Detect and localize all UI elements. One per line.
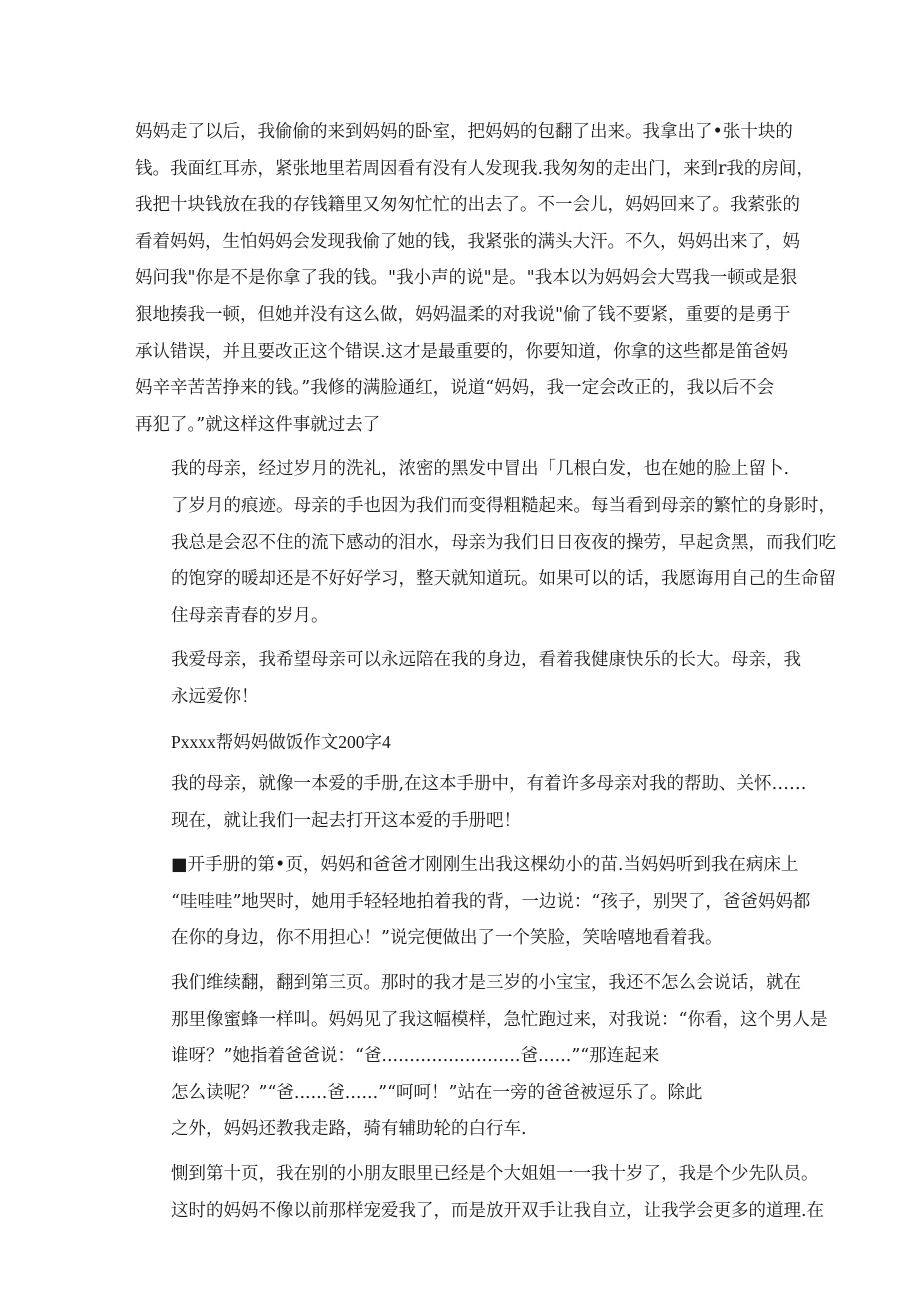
text-line: 的饱穿的暖却还是不好好学习，整天就知道玩。如果可以的话，我愿诲用自己的生命留 bbox=[171, 569, 836, 590]
paragraph-p3 bbox=[135, 642, 810, 715]
text-line: 了岁月的痕迹。母亲的手也因为我们而变得粗糙起来。每当看到母亲的繁忙的身影时， bbox=[171, 495, 836, 516]
text-line: 之外，妈妈还教我走路，骑有辅助轮的白行车. bbox=[171, 1119, 527, 1140]
text-line: 我的母亲，就像一本爱的手册,在这本手册中，有着许多母亲对我的帮助、关怀…… bbox=[171, 774, 807, 795]
text-line: 我总是会忍不住的流下感动的泪水，母亲为我们日日夜夜的操劳，早起贪黑，而我们吃 bbox=[171, 532, 836, 553]
text-line: 惻到第十页，我在别的小朋友眼里已经是个大姐姐一一我十岁了，我是个少先队员。 bbox=[171, 1164, 819, 1185]
paragraph-p1 bbox=[135, 114, 814, 443]
paragraph-p4 bbox=[135, 766, 810, 839]
text-line: 我爱母亲，我希望母亲可以永远陪在我的身边，看着我健康快乐的长大。母亲，我 bbox=[171, 650, 801, 671]
text-line: 我们维续翻，翻到第三页。那时的我才是三岁的小宝宝，我还不怎么会说话，就在 bbox=[171, 973, 801, 994]
text-line: 我的母亲，经过岁月的洗礼，浓密的黑发中冒出「几根白发，也在她的脸上留卜. bbox=[171, 459, 790, 480]
text-line: 看着妈妈，生怕妈妈会发现我偷了她的钱，我紧张的满头大汗。不久，妈妈出来了，妈 bbox=[135, 231, 800, 252]
text-line: 现在，就让我们一起去打开这本爱的手册吧！ bbox=[171, 810, 521, 831]
text-line: 永远爱你！ bbox=[171, 686, 259, 707]
text-line: 在你的身边，你不用担心！”说完便做出了一个笑脸，笑啥嘻地看着我。 bbox=[171, 928, 723, 949]
paragraph-p7 bbox=[135, 1156, 825, 1229]
text-line: 怎么读呢？”“爸......爸......”“呵呵！”站在一旁的爸爸被逗乐了。除此 bbox=[171, 1082, 703, 1103]
text-line: Pxxxx帮妈妈做饭作文200字4 bbox=[171, 731, 391, 752]
text-line: 狠地揍我一顿，但她并没有这么做，妈妈温柔的对我说"偷了钱不要紧，重要的是勇于 bbox=[135, 304, 791, 325]
text-line: 承认错误，并且要改正这个错误.这才是最重要的，你要知道，你拿的这些都是笛爸妈 bbox=[135, 341, 789, 362]
text-line: 住母亲青春的岁月。 bbox=[171, 605, 329, 626]
text-line: “哇哇哇”地哭时，她用手轻轻地拍着我的背，一边说：“孩子，别哭了，爸爸妈妈都 bbox=[171, 891, 811, 912]
text-line: 谁呀？”她指着爸爸说：“爸.........................爸......”“那连起来 bbox=[171, 1046, 660, 1067]
text-line: 妈问我"你是不是你拿了我的钱。"我小声的说"是。"我本以为妈妈会大骂我一顿或是狠 bbox=[135, 268, 798, 289]
text-line: 再犯了。”就这样这件事就过去了 bbox=[135, 414, 381, 435]
text-line: ■开手册的第•页，妈妈和爸爸才刚刚生出我这棵幼小的苗.当妈妈听到我在病床上 bbox=[171, 855, 799, 876]
text-line: 妈辛辛苦苦挣来的钱。”我修的满脸通红，说道“妈妈，我一定会改正的，我以后不会 bbox=[135, 378, 775, 399]
text-line: 我把十块钱放在我的存钱籍里又匆匆忙忙的出去了。不一会儿，妈妈回来了。我萦张的 bbox=[135, 195, 800, 216]
paragraph-p6 bbox=[135, 965, 828, 1148]
text-line: 那里像蜜蜂一样叫。妈妈见了我这幅模样，急忙跑过来，对我说：“你看，这个男人是 bbox=[171, 1009, 828, 1030]
paragraph-p5 bbox=[135, 847, 810, 957]
text-line: 这时的妈妈不像以前那样宠爱我了，而是放开双手让我自立，让我学会更多的道理.在 bbox=[171, 1200, 825, 1221]
text-line: 妈妈走了以后，我偷偷的来到妈妈的卧室，把妈妈的包翻了出来。我拿出了•张十块的 bbox=[135, 122, 793, 142]
paragraph-p2 bbox=[135, 451, 836, 634]
section-heading bbox=[135, 724, 810, 761]
text-line: 钱。我面红耳赤，紧张地里若周因看有没有人发现我.我匆匆的走出门，来到r我的房间， bbox=[135, 158, 814, 179]
